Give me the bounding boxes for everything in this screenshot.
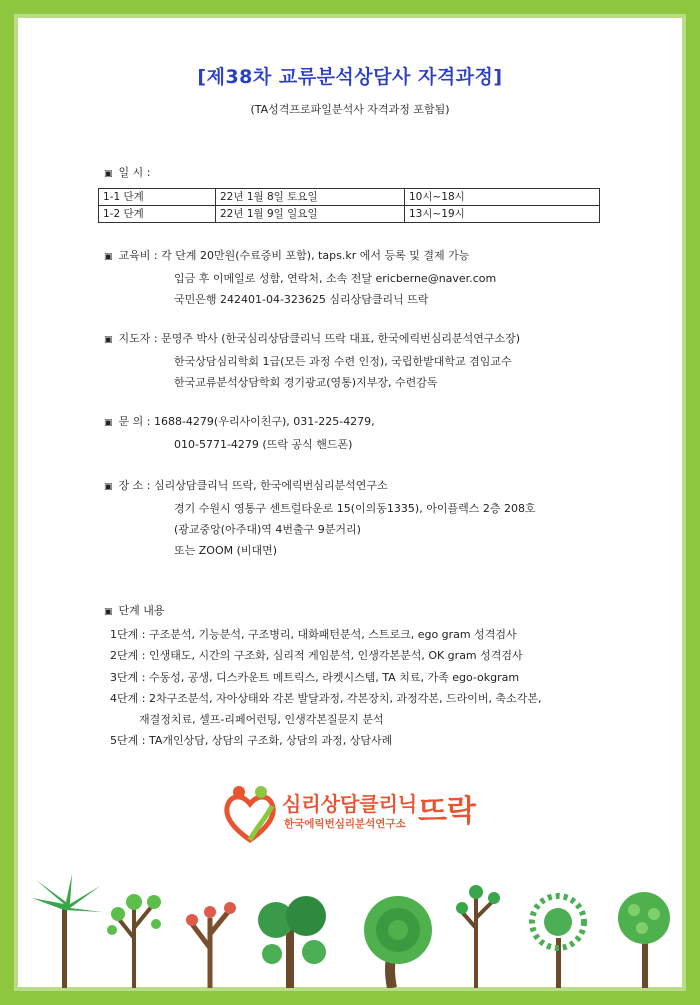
dandelion-tree-icon [532,896,584,988]
bare-tree-icon [186,902,236,988]
place-section [104,475,536,561]
list-item [110,624,541,645]
table-row [99,206,600,223]
place-line: 경기 수원시 영통구 센트럴타운로 15(이의동1335), 아이플렉스 2층 208호 [174,502,536,515]
stage-text: 2차구조분석, 자아상태와 각본 발달과정, 각본장치, 과정각본, 드라이버, 축소각본, [148,691,542,705]
place-label: 장 소 : [118,479,151,492]
bushy-tree-icon [618,892,670,988]
contact-label: 문 의 : [118,415,151,428]
stage-label: 1단계 : [110,628,146,641]
fee-section [104,245,496,310]
square-bullet-icon: ▣ [104,607,113,617]
logo-name-line2: 한국에릭번심리분석연구소 [284,818,406,830]
heart-people-logo-icon [222,784,278,844]
schedule-label: 일 시 : [118,166,151,179]
page-subtitle: (TA성격프로파일분석사 자격과정 포함됨) [250,103,450,116]
time-cell: 10시~18시 [405,189,600,206]
tree-illustration-row [14,868,686,988]
place-line: 심리상담클리닉 뜨락, 한국에릭번심리분석연구소 [153,479,388,492]
stage-list [110,624,541,752]
stage-text: 수동성, 공생, 디스카운트 메트릭스, 라켓시스템, TA 치료, 가족 ego-okgram [148,670,520,684]
contact-line: 1688-4279(우리사이친구), 031-225-4279, [153,415,375,428]
stage-label: 3단계 : [110,670,146,684]
schedule-table [98,188,600,223]
list-item [110,667,541,688]
contact-section [104,411,375,455]
stage-text-continued: 재결정치료, 셀프-리페어런팅, 인생각본질문지 분석 [139,713,384,727]
date-cell: 22년 1월 9일 일요일 [216,206,405,223]
place-line: (광교중앙(아주대)역 4번출구 9분거리) [174,523,361,536]
content-label: 단계 내용 [118,604,165,617]
stage-label: 2단계 : [110,649,146,663]
clinic-logo [222,784,482,844]
stage-cell: 1-2 단계 [99,206,216,223]
branch-tree-icon [107,894,161,988]
stage-text: 인생태도, 시간의 구조화, 심리적 게임분석, 인생각본분석, OK gram 성격검사 [148,649,523,663]
stage-cell: 1-1 단계 [99,189,216,206]
round-tree-icon [258,896,326,988]
schedule-section [104,162,150,185]
contact-line: 010-5771-4279 (뜨락 공식 핸드폰) [174,438,353,451]
stage-text: 구조분석, 기능분석, 구조병리, 대화패턴분석, 스트로크, ego gram 성격검사 [148,628,517,641]
square-bullet-icon: ▣ [104,335,113,345]
page-title: [제38차 교류분석상담사 자격과정] [197,66,503,88]
list-item [110,730,541,751]
instructor-line: 한국교류분석상담학회 경기광교(영통)지부장, 수련감독 [174,376,438,389]
place-line: 또는 ZOOM (비대면) [174,544,278,557]
fee-line: 입금 후 이메일로 성함, 연락처, 소속 전달 ericberne@naver.com [174,272,497,285]
instructor-section [104,328,520,393]
big-round-tree-icon [364,896,432,988]
instructor-line: 문영주 박사 (한국심리상담클리닉 뜨락 대표, 한국에릭번심리분석연구소장) [161,332,521,345]
stage-label: 5단계 : [110,734,146,748]
time-cell: 13시~19시 [405,206,600,223]
instructor-label: 지도자 : [118,332,158,345]
date-cell: 22년 1월 8일 토요일 [216,189,405,206]
square-bullet-icon: ▣ [104,418,113,428]
instructor-line: 한국상담심리학회 1급(모든 과정 수련 인정), 국립한밭대학교 겸임교수 [174,355,512,368]
palm-tree-icon [32,874,102,988]
fee-line: 국민은행 242401-04-323625 심리상담클리닉 뜨락 [174,293,429,306]
list-item [110,645,541,666]
logo-name-big: 뜨락 [418,794,476,829]
table-row [99,189,600,206]
square-bullet-icon: ▣ [104,252,113,262]
content-section [104,600,165,623]
list-item [110,688,541,709]
slim-tree-icon [456,885,500,988]
fee-label: 교육비 : [118,249,158,262]
square-bullet-icon: ▣ [104,169,113,179]
stage-text: TA개인상담, 상담의 구조화, 상담의 과정, 상담사례 [148,734,393,748]
logo-name-line1: 심리상담클리닉 [282,792,418,816]
fee-line: 각 단계 20만원(수료증비 포함), taps.kr 에서 등록 및 결제 가능 [161,249,470,262]
stage-label: 4단계 : [110,691,146,705]
square-bullet-icon: ▣ [104,482,113,492]
